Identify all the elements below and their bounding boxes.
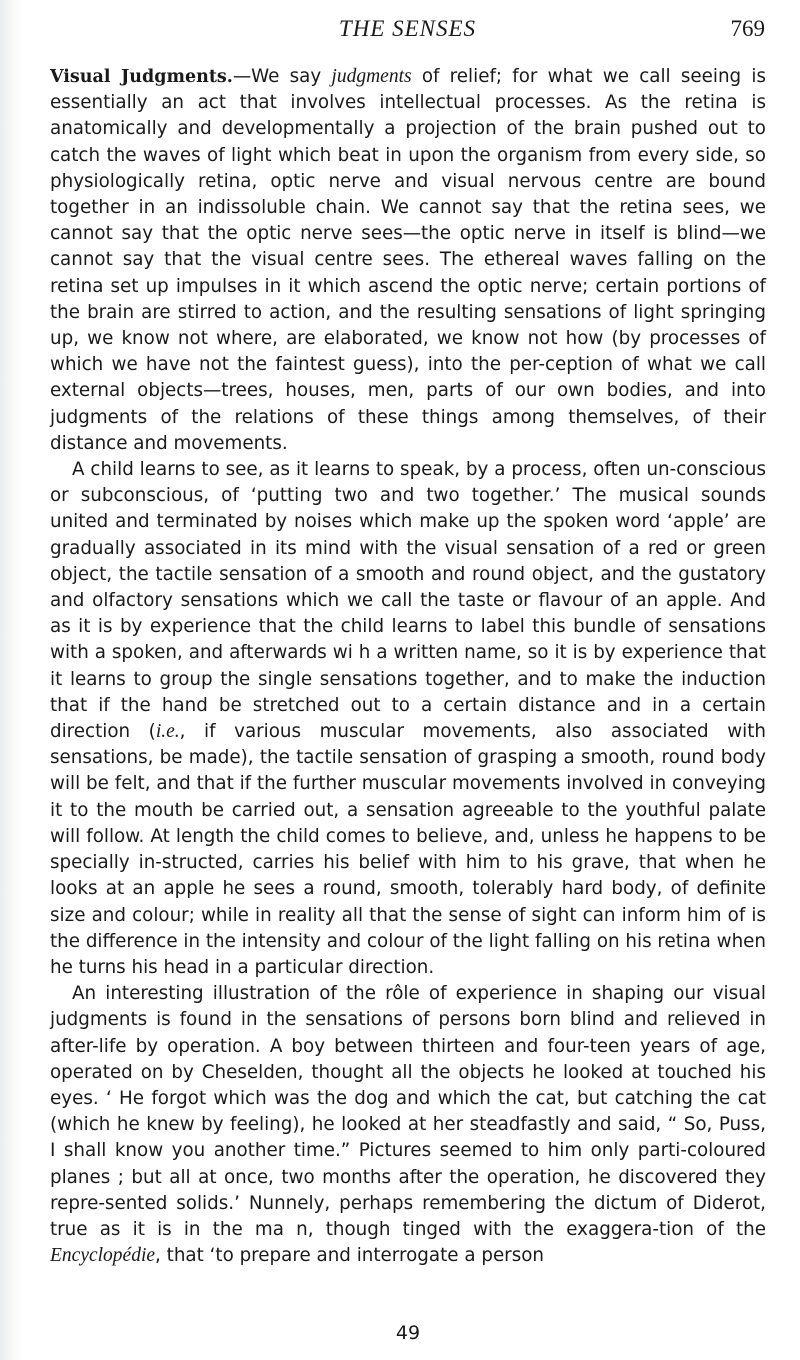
italic-term: Encyclopédie: [50, 1245, 156, 1267]
paragraph-text: , if various muscular movements, also associated with sensations, be made), the tactile sensation of grasping a smooth, round body will be felt, and that if the further muscular movements involved in conveying it to the mouth be carried out, a sensation agreeable to the youthful palate will follow. At length the child comes to believe, and, unless he happens to be specially in-structed, carries his belief with him to his grave, that when he looks at an apple he sees a round, smooth, tolerably hard body, of definite size and colour; while in reality all that the sense of sight can inform him of is the difference in the intensity and colour of the light falling on his retina when he turns his head in a particular direction.: [50, 721, 767, 978]
paragraph-cheselden: [50, 981, 766, 1269]
paragraph-text: —We say: [232, 66, 332, 87]
running-head: THE SENSES: [338, 16, 477, 41]
paragraph-text: An interesting illustration of the rôle of experience in shaping our visual judgments is found in the sensations of persons born blind and relieved in after-life by operation. A boy between thirteen and four-teen years of age, operated on by Cheselden, thought all the objects he looked at touched his eyes. ‘ He forgot which was the dog and which the cat, but catching the cat (which he knew by feeling), he looked at her steadfastly and said, “ So, Puss, I shall know you another time.” Pictures seemed to him only parti-coloured planes ; but all at once, two months after the operation, he discovered they repre-sented solids.’ Nunnely, perhaps remembering the dictum of Diderot, true as it is in the ma n, though tinged with the exaggera-tion of the: [50, 983, 766, 1240]
paragraph-child-learns: [50, 457, 766, 981]
signature-mark: 49: [395, 1322, 421, 1344]
paragraph-text: , that ‘to prepare and interrogate a person: [155, 1245, 544, 1267]
paragraph-text: A child learns to see, as it learns to speak, by a process, often un-conscious or subconscious, of ‘putting two and two together.’ The musical sounds united and terminated by noises which make up the spoken word ‘apple’ are gradually associated in its mind with the visual sensation of a red or green object, the tactile sensation of a smooth and round object, and the gustatory and olfactory sensations which we call the taste or flavour of an apple. And as it is by experience that the child learns to label this bundle of sensations with a spoken, and afterwards wi h a written name, so it is by experience that it learns to group the single sensations together, and to make the induction that if the hand be stretched out to a certain distance and in a certain direction (: [50, 459, 766, 743]
italic-term: judgments: [331, 66, 412, 87]
paragraph-text: of relief; for what we call seeing is essentially an act that involves intellectual processes. As the retina is anatomically and developmentally a projection of the brain pushed out to catch the waves of light which beat in upon the organism from every side, so physiologically retina, optic nerve and visual nervous centre are bound together in an indissoluble chain. We cannot say that the retina sees, we cannot say that the optic nerve sees—the optic nerve in itself is blind—we cannot say that the visual centre sees. The ethereal waves falling on the retina set up impulses in it which ascend the optic nerve; certain portions of the brain are stirred to action, and the resulting sensations of light springing up, we know not where, are elaborated, we know not how (by processes of which we have not the faintest guess), into the per-ception of what we call external objects—trees, houses, men, parts of our own bodies, and into judgments of the relations of these things among themselves, of their distance and movements.: [50, 66, 766, 454]
paragraph-visual-judgments: [50, 64, 766, 457]
italic-term: i.e.: [155, 721, 180, 743]
section-heading: Visual Judgments.: [50, 67, 233, 87]
page-header: [50, 16, 765, 52]
body-text: [50, 64, 766, 1269]
page-number: 769: [730, 16, 765, 41]
